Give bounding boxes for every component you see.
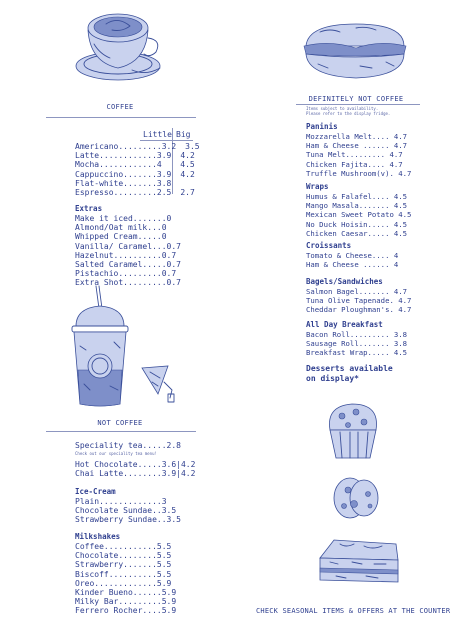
list-item: Chocolate........5.5 (75, 551, 172, 561)
list-item: Pistachio.........0.7 (75, 269, 177, 279)
item-price-big: 4.2 (180, 151, 195, 161)
list-item: Chai Latte........3.9|4.2 (75, 469, 196, 479)
availability-note-2: Please refer to the display fridge. (306, 111, 391, 116)
cake-slice-icon (316, 534, 402, 586)
list-item: Sausage Roll....... 3.8 (306, 339, 408, 349)
list-item: Vanilla/ Caramel...0.7 (75, 241, 181, 251)
menu-item (75, 170, 200, 179)
coffee-list (75, 142, 200, 197)
not-coffee-list (75, 460, 195, 478)
coffee-col-little-header: Little (143, 130, 172, 139)
list-item: Ham & Cheese ...... 4 (306, 260, 399, 270)
list-item: Kinder Bueno......5.9 (75, 588, 177, 598)
list-item: Humus & Falafel.... 4.5 (306, 192, 408, 201)
item-price-little: 2.5 (156, 188, 172, 198)
item-price-little: 4 (156, 160, 162, 170)
list-item: Hot Chocolate.....3.6|4.2 (75, 460, 196, 469)
list-item: Hazelnut..........0.7 (75, 250, 177, 260)
ice-cream-title: Ice-Cream (75, 487, 116, 496)
milkshakes-title: Milkshakes (75, 532, 121, 541)
cookie-icon (328, 474, 384, 522)
wraps-title: Wraps (306, 182, 329, 191)
list-item: Oreo.............5.9 (75, 578, 172, 588)
milkshakes-list (75, 542, 176, 616)
paninis-title: Paninis (306, 122, 338, 131)
coffee-cup-icon (70, 4, 166, 96)
list-item: Salmon Bagel....... 4.7 (306, 287, 408, 296)
list-item: Chocolate Sundae..3.5 (75, 506, 177, 516)
menu-item (75, 142, 200, 151)
list-item: Tuna Olive Tapenade. 4.7 (306, 296, 412, 306)
list-item: Bacon Roll......... 3.8 (306, 330, 408, 339)
list-item: Breakfast Wrap..... 4.5 (306, 348, 408, 358)
item-price-big: 2.7 (180, 188, 195, 198)
desserts-note-1: Desserts available (306, 364, 393, 373)
list-item: Tomato & Cheese.... 4 (306, 251, 399, 260)
breakfast-title: All Day Breakfast (306, 320, 383, 329)
breakfast-list (306, 330, 407, 358)
availability-note-1: Items subject to availability. (306, 106, 379, 111)
list-item: Biscoff..........5.5 (75, 569, 172, 579)
item-name: Flat-white....... (75, 178, 157, 188)
footer-note: CHECK SEASONAL ITEMS & OFFERS AT THE COUNTER (256, 607, 451, 615)
list-item: Salted Caramel.....0.7 (75, 260, 181, 270)
list-item: Cheddar Ploughman's. 4.7 (306, 305, 412, 315)
coffee-header-underline (140, 140, 193, 141)
menu-item (75, 179, 200, 188)
desserts-note-2: on display* (306, 374, 359, 383)
item-name: Mocha............ (75, 160, 157, 170)
list-item: Milky Bar.........5.9 (75, 597, 177, 607)
list-item: Chicken Fajita.... 4.7 (306, 159, 403, 169)
croissants-list (306, 251, 398, 269)
list-item: Mexican Sweet Potato 4.5 (306, 210, 412, 220)
item-price-big: 4.5 (180, 160, 195, 170)
item-price-little: 3.9 (156, 151, 172, 161)
list-item: Mozzarella Melt.... 4.7 (306, 132, 408, 141)
coffee-divider (46, 117, 196, 118)
extras-list (75, 214, 181, 288)
list-item: Strawberry Sundae..3.5 (75, 515, 181, 525)
food-section-title: DEFINITELY NOT COFFEE (308, 95, 404, 103)
list-item: Whipped Cream.....0 (75, 232, 167, 242)
list-item: Plain.............3 (75, 497, 167, 506)
coffee-section-title: COFFEE (106, 103, 134, 111)
item-price-little: 3.9 (156, 169, 172, 179)
muffin-icon (322, 400, 384, 462)
list-item: Mango Masala....... 4.5 (306, 201, 408, 211)
iced-drink-icon (60, 286, 180, 410)
list-item: Almond/Oat milk...0 (75, 223, 167, 233)
list-item: Tuna Melt......... 4.7 (306, 150, 403, 160)
item-name: Americano......... (75, 142, 162, 151)
coffee-col-big-header: Big (176, 130, 191, 139)
item-price-little: 3.2 (161, 142, 177, 151)
item-price-big: 3.5 (185, 142, 200, 151)
not-coffee-divider (46, 431, 196, 432)
panini-icon (300, 20, 410, 82)
menu-item (75, 188, 200, 197)
croissants-title: Croissants (306, 241, 352, 250)
not-coffee-section-title: NOT COFFEE (97, 419, 143, 427)
list-item: Strawberry.......5.5 (75, 560, 172, 570)
list-item: Coffee...........5.5 (75, 542, 172, 551)
item-price-little: 3.8 (156, 178, 172, 188)
list-item: No Duck Hoisin..... 4.5 (306, 219, 408, 229)
list-item: Chicken Caesar..... 4.5 (306, 228, 408, 238)
food-divider (296, 104, 420, 105)
bagels-list (306, 287, 411, 315)
speciality-tea-note: Check out our speciality tea menu! (75, 451, 157, 456)
speciality-tea-item: Speciality tea.....2.8 (75, 441, 181, 450)
item-price-big: 4.2 (180, 169, 195, 179)
paninis-list (306, 132, 411, 178)
item-name: Espresso......... (75, 188, 157, 198)
ice-cream-list (75, 497, 181, 525)
menu-item (75, 160, 200, 169)
list-item: Extra Shot.........0.7 (75, 278, 181, 288)
item-name: Cappuccino....... (75, 169, 157, 179)
extras-title: Extras (75, 204, 103, 213)
list-item: Truffle Mushroom(v). 4.7 (306, 168, 412, 178)
menu-item (75, 151, 200, 160)
list-item: Make it iced.......0 (75, 214, 172, 223)
list-item: Ferrero Rocher....5.9 (75, 606, 177, 616)
bagels-title: Bagels/Sandwiches (306, 277, 383, 286)
list-item: Ham & Cheese ...... 4.7 (306, 141, 408, 151)
wraps-list (306, 192, 411, 238)
item-name: Latte............ (75, 151, 157, 161)
